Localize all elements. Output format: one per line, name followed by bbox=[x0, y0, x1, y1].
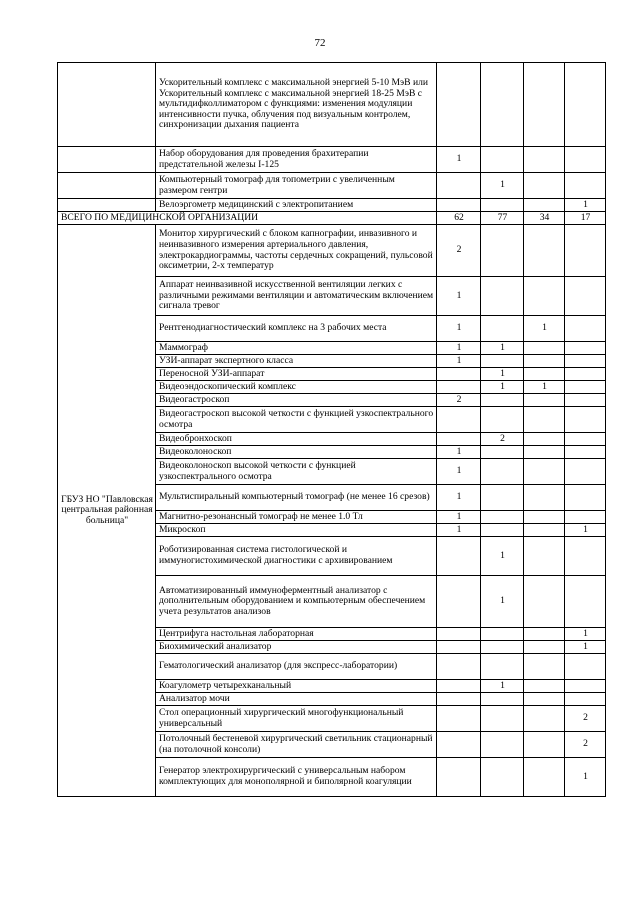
quantity-cell bbox=[524, 680, 565, 693]
quantity-cell bbox=[565, 147, 606, 173]
quantity-cell bbox=[437, 693, 481, 706]
quantity-cell bbox=[524, 628, 565, 641]
quantity-cell bbox=[481, 628, 524, 641]
quantity-cell bbox=[437, 732, 481, 758]
equipment-name: Стол операционный хирургический многофункциональный универсальный bbox=[156, 706, 437, 732]
quantity-cell: 1 bbox=[481, 576, 524, 628]
quantity-cell bbox=[565, 173, 606, 199]
quantity-cell: 1 bbox=[437, 459, 481, 485]
quantity-cell: 1 bbox=[565, 628, 606, 641]
quantity-cell bbox=[481, 524, 524, 537]
equipment-name: Набор оборудования для проведения брахитерапии предстательной железы I-125 bbox=[156, 147, 437, 173]
quantity-cell bbox=[437, 537, 481, 576]
quantity-cell: 1 bbox=[437, 485, 481, 511]
quantity-cell bbox=[524, 342, 565, 355]
quantity-cell: 1 bbox=[524, 316, 565, 342]
quantity-cell bbox=[524, 706, 565, 732]
quantity-cell bbox=[524, 732, 565, 758]
equipment-name: Центрифуга настольная лабораторная bbox=[156, 628, 437, 641]
quantity-cell bbox=[481, 485, 524, 511]
quantity-cell bbox=[437, 173, 481, 199]
table-row bbox=[58, 225, 606, 277]
equipment-name: Рентгенодиагностический комплекс на 3 рабочих места bbox=[156, 316, 437, 342]
quantity-cell bbox=[565, 381, 606, 394]
quantity-cell: 1 bbox=[565, 199, 606, 212]
quantity-cell: 2 bbox=[437, 225, 481, 277]
quantity-cell bbox=[565, 693, 606, 706]
quantity-cell bbox=[565, 446, 606, 459]
quantity-cell bbox=[565, 537, 606, 576]
quantity-cell bbox=[481, 63, 524, 147]
equipment-name: Монитор хирургический с блоком капнографии, инвазивного и неинвазивного измерения артериального давления, электрокардиограммы, частоты сердечных сокращений, пульсовой оксиметрии, 2-х температур bbox=[156, 225, 437, 277]
organization-cell bbox=[58, 199, 156, 212]
quantity-cell bbox=[565, 433, 606, 446]
quantity-cell bbox=[524, 225, 565, 277]
quantity-cell: 1 bbox=[437, 524, 481, 537]
equipment-name: Автоматизированный иммуноферментный анализатор с дополнительным оборудованием и компьютерным обеспечением учета результатов анализов bbox=[156, 576, 437, 628]
organization-cell bbox=[58, 147, 156, 173]
quantity-cell bbox=[565, 342, 606, 355]
equipment-name: Видеобронхоскоп bbox=[156, 433, 437, 446]
quantity-cell bbox=[437, 433, 481, 446]
quantity-cell bbox=[524, 199, 565, 212]
quantity-cell bbox=[437, 407, 481, 433]
equipment-name: Аппарат неинвазивной искусственной вентиляции легких с различными режимами вентиляции и автоматическим включением сигнала тревог bbox=[156, 277, 437, 316]
quantity-cell: 1 bbox=[437, 277, 481, 316]
quantity-cell: 1 bbox=[565, 641, 606, 654]
quantity-cell bbox=[565, 680, 606, 693]
quantity-cell: 1 bbox=[437, 342, 481, 355]
quantity-cell bbox=[437, 576, 481, 628]
quantity-cell bbox=[524, 459, 565, 485]
quantity-cell bbox=[565, 459, 606, 485]
equipment-name: Велоэргометр медицинский с электропитанием bbox=[156, 199, 437, 212]
quantity-cell bbox=[565, 63, 606, 147]
total-row bbox=[58, 212, 606, 225]
table-row bbox=[58, 63, 606, 147]
quantity-cell: 1 bbox=[481, 381, 524, 394]
quantity-cell bbox=[524, 758, 565, 797]
quantity-cell bbox=[481, 316, 524, 342]
quantity-cell bbox=[565, 511, 606, 524]
quantity-cell: 2 bbox=[437, 394, 481, 407]
quantity-cell bbox=[524, 433, 565, 446]
total-value: 17 bbox=[565, 212, 606, 225]
quantity-cell: 1 bbox=[437, 147, 481, 173]
table-row bbox=[58, 147, 606, 173]
quantity-cell bbox=[481, 758, 524, 797]
organization-cell bbox=[58, 63, 156, 147]
equipment-name: Гематологический анализатор (для экспресс-лаборатории) bbox=[156, 654, 437, 680]
quantity-cell: 1 bbox=[481, 368, 524, 381]
quantity-cell: 1 bbox=[437, 446, 481, 459]
quantity-cell bbox=[524, 485, 565, 511]
quantity-cell bbox=[481, 355, 524, 368]
quantity-cell bbox=[437, 628, 481, 641]
quantity-cell bbox=[481, 641, 524, 654]
equipment-name: Маммограф bbox=[156, 342, 437, 355]
quantity-cell bbox=[481, 511, 524, 524]
quantity-cell bbox=[437, 381, 481, 394]
quantity-cell bbox=[437, 63, 481, 147]
equipment-name: Переносной УЗИ-аппарат bbox=[156, 368, 437, 381]
equipment-name: Роботизированная система гистологической и иммуногистохимической диагностики с архивированием bbox=[156, 537, 437, 576]
quantity-cell bbox=[524, 641, 565, 654]
quantity-cell bbox=[565, 368, 606, 381]
quantity-cell bbox=[565, 394, 606, 407]
quantity-cell bbox=[524, 446, 565, 459]
equipment-name: Биохимический анализатор bbox=[156, 641, 437, 654]
quantity-cell bbox=[524, 63, 565, 147]
quantity-cell bbox=[481, 459, 524, 485]
quantity-cell bbox=[524, 394, 565, 407]
organization-name: ГБУЗ НО "Павловская центральная районная больница" bbox=[58, 225, 156, 797]
quantity-cell bbox=[524, 693, 565, 706]
quantity-cell bbox=[481, 706, 524, 732]
quantity-cell: 1 bbox=[481, 342, 524, 355]
equipment-name: Мультиспиральный компьютерный томограф (не менее 16 срезов) bbox=[156, 485, 437, 511]
equipment-name: Магнитно-резонансный томограф не менее 1.0 Тл bbox=[156, 511, 437, 524]
quantity-cell: 1 bbox=[565, 524, 606, 537]
quantity-cell bbox=[437, 654, 481, 680]
quantity-cell bbox=[565, 225, 606, 277]
equipment-name: Видеоколоноскоп bbox=[156, 446, 437, 459]
quantity-cell bbox=[524, 654, 565, 680]
equipment-name: Потолочный бестеневой хирургический светильник стационарный (на потолочной консоли) bbox=[156, 732, 437, 758]
quantity-cell bbox=[565, 485, 606, 511]
equipment-name: Видеогастроскоп bbox=[156, 394, 437, 407]
quantity-cell: 1 bbox=[437, 355, 481, 368]
quantity-cell bbox=[437, 680, 481, 693]
quantity-cell bbox=[565, 654, 606, 680]
quantity-cell bbox=[481, 732, 524, 758]
quantity-cell bbox=[437, 199, 481, 212]
quantity-cell bbox=[481, 394, 524, 407]
quantity-cell: 1 bbox=[437, 511, 481, 524]
quantity-cell bbox=[437, 706, 481, 732]
total-value: 77 bbox=[481, 212, 524, 225]
equipment-name: Ускорительный комплекс с максимальной энергией 5-10 МэВ или Ускорительный комплекс с максимальной энергией 18-25 МэВ с мультидифколлиматором с функциями: изменения модуляции интенсивности пучка, облучения под визуальным контролем, синхронизации дыхания пациента bbox=[156, 63, 437, 147]
quantity-cell bbox=[481, 446, 524, 459]
quantity-cell bbox=[481, 277, 524, 316]
quantity-cell bbox=[481, 147, 524, 173]
quantity-cell bbox=[565, 355, 606, 368]
quantity-cell: 1 bbox=[481, 173, 524, 199]
quantity-cell bbox=[524, 368, 565, 381]
quantity-cell bbox=[524, 537, 565, 576]
quantity-cell: 2 bbox=[565, 706, 606, 732]
equipment-name: Коагулометр четырехканальный bbox=[156, 680, 437, 693]
equipment-name: Видеогастроскоп высокой четкости с функцией узкоспектрального осмотра bbox=[156, 407, 437, 433]
quantity-cell bbox=[524, 407, 565, 433]
quantity-cell bbox=[565, 277, 606, 316]
total-label: ВСЕГО ПО МЕДИЦИНСКОЙ ОРГАНИЗАЦИИ bbox=[58, 212, 437, 225]
page-number: 72 bbox=[314, 37, 326, 49]
quantity-cell: 1 bbox=[524, 381, 565, 394]
quantity-cell bbox=[437, 758, 481, 797]
quantity-cell bbox=[481, 693, 524, 706]
quantity-cell bbox=[524, 511, 565, 524]
quantity-cell bbox=[524, 576, 565, 628]
quantity-cell: 2 bbox=[481, 433, 524, 446]
table-row bbox=[58, 173, 606, 199]
quantity-cell: 2 bbox=[565, 732, 606, 758]
quantity-cell bbox=[481, 407, 524, 433]
quantity-cell bbox=[481, 199, 524, 212]
quantity-cell bbox=[524, 277, 565, 316]
quantity-cell bbox=[481, 225, 524, 277]
equipment-name: УЗИ-аппарат экспертного класса bbox=[156, 355, 437, 368]
quantity-cell bbox=[524, 355, 565, 368]
quantity-cell: 1 bbox=[481, 680, 524, 693]
quantity-cell bbox=[565, 407, 606, 433]
quantity-cell bbox=[437, 368, 481, 381]
organization-cell bbox=[58, 173, 156, 199]
quantity-cell bbox=[565, 576, 606, 628]
quantity-cell bbox=[524, 173, 565, 199]
quantity-cell bbox=[524, 524, 565, 537]
total-value: 34 bbox=[524, 212, 565, 225]
quantity-cell: 1 bbox=[481, 537, 524, 576]
quantity-cell: 1 bbox=[437, 316, 481, 342]
quantity-cell: 1 bbox=[565, 758, 606, 797]
quantity-cell bbox=[437, 641, 481, 654]
equipment-name: Анализатор мочи bbox=[156, 693, 437, 706]
equipment-name: Микроскоп bbox=[156, 524, 437, 537]
equipment-name: Видеоколоноскоп высокой четкости с функцией узкоспектрального осмотра bbox=[156, 459, 437, 485]
equipment-name: Видеоэндоскопический комплекс bbox=[156, 381, 437, 394]
equipment-table bbox=[57, 62, 606, 797]
quantity-cell bbox=[481, 654, 524, 680]
table-row bbox=[58, 199, 606, 212]
quantity-cell bbox=[565, 316, 606, 342]
equipment-name: Компьютерный томограф для топометрии с увеличенным размером гентри bbox=[156, 173, 437, 199]
quantity-cell bbox=[524, 147, 565, 173]
total-value: 62 bbox=[437, 212, 481, 225]
equipment-name: Генератор электрохирургический с универсальным набором комплектующих для монополярной и биполярной коагуляции bbox=[156, 758, 437, 797]
